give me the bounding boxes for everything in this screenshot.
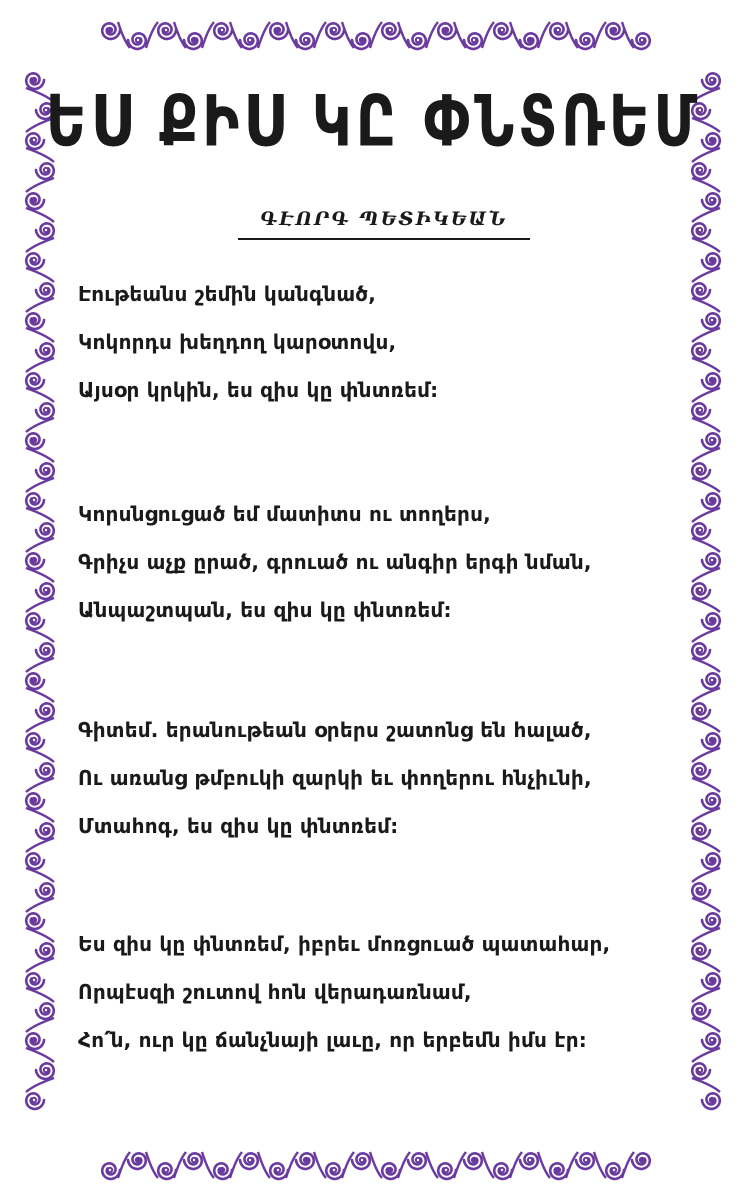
poem-line: Հո՛ն, ուր կը ճանչնայի լաւը, որ երբեմն իմս էր: xyxy=(78,1028,587,1052)
poem-line: Էութեանս շեմին կանգնած, xyxy=(78,282,377,306)
poem-title: ԵՍ ՔԻՍ ԿԸ ՓՆՏՌԵՄ xyxy=(45,81,702,163)
poem-line: Անպաշտպան, ես զիս կը փնտռեմ: xyxy=(78,598,452,622)
stanza-2 xyxy=(78,490,718,634)
poem-line: Ու առանց թմբուկի զարկի եւ փողերու հնչիւնի, xyxy=(78,766,592,790)
stanza-4 xyxy=(78,920,718,1064)
poem-line: Կորսնցուցած եմ մատիտս ու տողերս, xyxy=(78,502,491,526)
poem-line: Կոկորդս խեղդող կարօտովս, xyxy=(78,330,397,354)
poem-line: Այսօր կրկին, ես զիս կը փնտռեմ: xyxy=(78,378,439,402)
poem-line: Մտահոգ, ես զիս կը փնտռեմ: xyxy=(78,814,399,838)
poem-line: Ես զիս կը փնտռեմ, իբրեւ մոռցուած պատահար, xyxy=(78,932,611,956)
stanza-3 xyxy=(78,706,718,850)
poem-line: Գրիչս աչք ըրած, գրուած ու անգիր երգի նման, xyxy=(78,550,592,574)
poem-author: ԳԷՈՐԳ ՊԵՏԻԿԵԱՆ xyxy=(238,208,530,240)
poem-line: Որպէսզի շուտով հոն վերադառնամ, xyxy=(78,980,472,1004)
poem-line: Գիտեմ. երանութեան օրերս շատոնց են հալած, xyxy=(78,718,592,742)
stanza-1 xyxy=(78,270,718,414)
